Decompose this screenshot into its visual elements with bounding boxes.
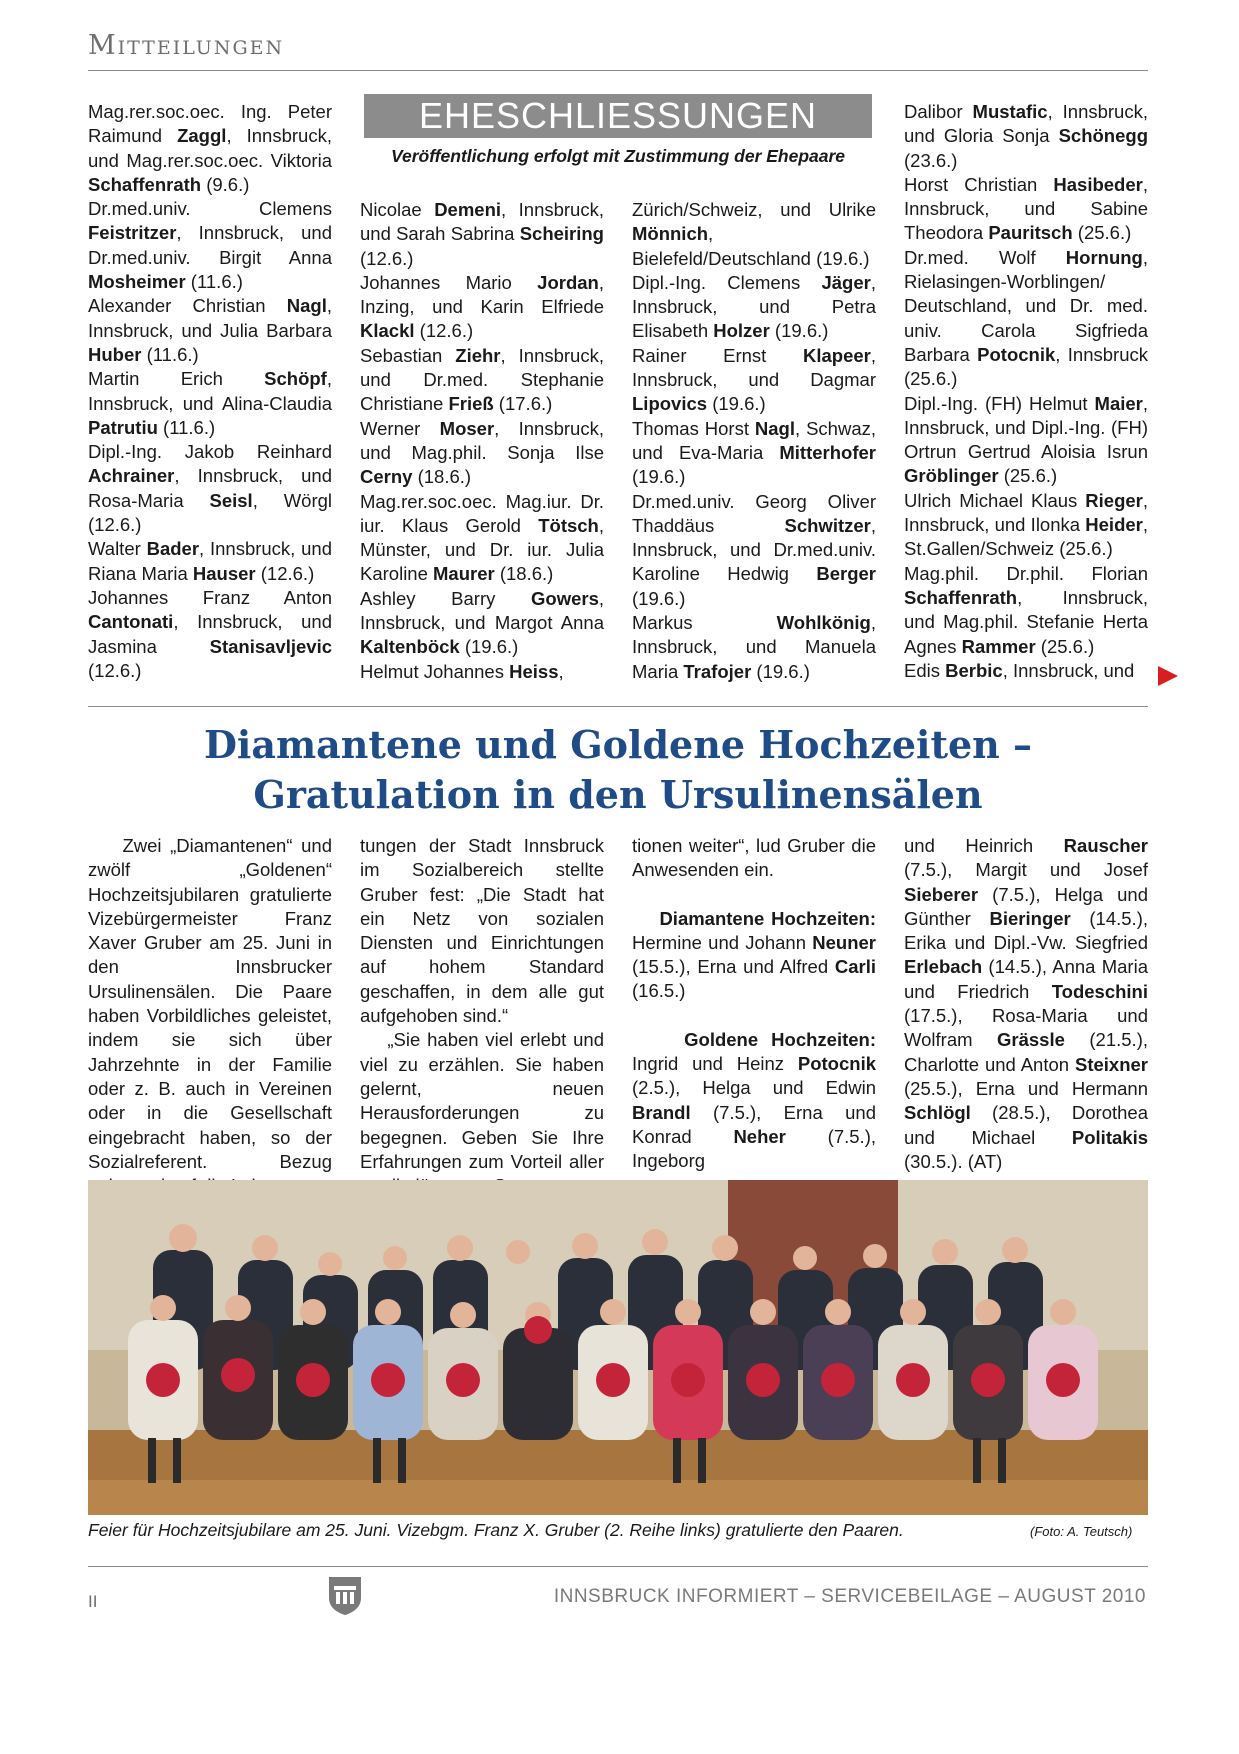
marriages-column-4: Dalibor Mustafic, Innsbruck, und Gloria Sonja Schönegg (23.6.) Horst Christian Hasibeder, Innsbruck, und Sabine Theodora Pauritsch (25.6.) Dr.med. Wolf Hornung, Rielasingen-Worblingen/ Deutschland, und Dr. med. univ. Carola Sigfrieda Barbara Potocnik, Innsbruck (25.6.) Dipl.-Ing. (FH) Helmut Maier, Innsbruck, und Dipl.-Ing. (FH) Ortrun Gertrud Aloisia Isrun Gröblinger (25.6.) Ulrich Michael Klaus Rieger, Innsbruck, und Ilonka Heider, St.Gallen/Schweiz (25.6.) Mag.phil. Dr.phil. Florian Schaffenrath, Innsbruck, und Mag.phil. Stefanie Herta Agnes Rammer (25.6.) Edis Berbic, Innsbruck, und: [904, 101, 1148, 681]
article-headline: [88, 720, 1148, 820]
header-rule: [88, 70, 1148, 71]
marriages-column-3: Zürich/Schweiz, und Ulrike Mönnich, Bielefeld/Deutschland (19.6.) Dipl.-Ing. Clemens Jäger, Innsbruck, und Petra Elisabeth Holzer (19.6.) Rainer Ernst Klapeer, Innsbruck, und Dagmar Lipovics (19.6.) Thomas Horst Nagl, Schwaz, und Eva-Maria Mitterhofer (19.6.) Dr.med.univ. Georg Oliver Thaddäus Schwitzer, Innsbruck, und Dr.med.univ. Karoline Hedwig Berger (19.6.) Markus Wohlkönig, Innsbruck, und Manuela Maria Trafojer (19.6.): [632, 199, 876, 682]
eheschliessungen-banner: EHESCHLIESSUNGEN: [364, 94, 872, 138]
page-number: II: [88, 1592, 98, 1611]
article-column-2: tungen der Stadt Innsbruck im Sozialbereich stellte Gruber fest: „Die Stadt hat ein Netz von sozialen Diensten und Einrichtungen auf hohem Standard geschaffen, in dem alle gut aufgehoben sind.“ „Sie haben viel erlebt und viel zu erzählen. Sie haben gelernt, neuen Herausforderungen zu begegnen. Geben Sie Ihre Erfahrungen zum Vorteil aller: [360, 835, 604, 1172]
headline-line-2: Gratulation in den Ursulinensälen: [253, 772, 983, 817]
group-photo-illustration: [88, 1180, 1148, 1515]
section-divider: [88, 706, 1148, 707]
article-column-3: tionen weiter“, lud Gruber die Anwesenden ein. Diamantene Hochzeiten: Hermine und Johann Neuner (15.5.), Erna und Alfred Carli (16.5.) Goldene Hochzeiten: Ingrid und Heinz Potocnik (2.5.), Helga und Edwin Brandl (7.5.), Erna und Konrad Neher (7.5.), Ingeborg: [632, 835, 877, 1172]
innsbruck-coat-of-arms-icon: [328, 1576, 362, 1616]
footer-rule: [88, 1566, 1148, 1567]
eheschliessungen-subtitle: Veröffentlichung erfolgt mit Zustimmung der Ehepaare: [390, 146, 846, 166]
article-column-4: und Heinrich Rauscher (7.5.), Margit und Josef Sieberer (7.5.), Helga und Günther Bieringer (14.5.), Erika und Dipl.-Vw. Siegfried Erlebach (14.5.), Anna Maria und Friedrich Todeschini (17.5.), Rosa-Maria und Wolfram Grässle (21.5.), Charlotte und Anton Steixner (25.5.), Erna und Hermann Schlögl (28.5.), Dorothea und Michael Politakis (30.5.). (AT): [904, 835, 1148, 1172]
article-column-1: Zwei „Diamantenen“ und zwölf „Goldenen“ Hochzeitsjubilaren gratulierte Vizebürgermeister Franz Xaver Gruber am 25. Juni in den Innsbrucker Ursulinensälen. Die Paare haben Vorbildliches geleistet, indem sie sich über Jahrzehnte in der Familie oder z. B. auch in Vereinen oder in die Gesellschaft eingebracht haben, so der Sozialreferent. Bezug: [88, 835, 332, 1172]
headline-line-1: Diamantene und Goldene Hochzeiten –: [203, 722, 1033, 767]
publication-footer: INNSBRUCK INFORMIERT – SERVICEBEILAGE – AUGUST 2010: [553, 1586, 1146, 1607]
section-title: Mitteilungen: [88, 30, 285, 61]
group-photo: [88, 1180, 1148, 1515]
marriages-column-1: Mag.rer.soc.oec. Ing. Peter Raimund Zaggl, Innsbruck, und Mag.rer.soc.oec. Viktoria Schaffenrath (9.6.) Dr.med.univ. Clemens Feistritzer, Innsbruck, und Dr.med.univ. Birgit Anna Mosheimer (11.6.) Alexander Christian Nagl, Innsbruck, und Julia Barbara Huber (11.6.) Martin Erich Schöpf, Innsbruck, und Alina-Claudia Patrutiu (11.6.) Dipl.-Ing. Jakob Reinhard Achrainer, Innsbruck, und Rosa-Maria Seisl, Wörgl (12.6.) Walter Bader, Innsbruck, und Riana Maria Hauser (12.6.) Johannes Franz Anton Cantonati, Innsbruck, und Jasmina Stanisavljevic (12.6.): [88, 101, 333, 681]
marriages-column-2: Nicolae Demeni, Innsbruck, und Sarah Sabrina Scheiring (12.6.) Johannes Mario Jordan, Inzing, und Karin Elfriede Klackl (12.6.) Sebastian Ziehr, Innsbruck, und Dr.med. Stephanie Christiane Frieß (17.6.) Werner Moser, Innsbruck, und Mag.phil. Sonja Ilse Cerny (18.6.) Mag.rer.soc.oec. Mag.iur. Dr. iur. Klaus Gerold Tötsch, Münster, und Dr. iur. Julia Karoline Maurer (18.6.) Ashley Barry Gowers, Innsbruck, und Margot Anna Kaltenböck (19.6.) Helmut Johannes Heiss,: [360, 199, 604, 682]
arrow-right-icon: [1158, 666, 1178, 686]
photo-credit: (Foto: A. Teutsch): [1030, 1524, 1133, 1539]
photo-caption: Feier für Hochzeitsjubilare am 25. Juni. Vizebgm. Franz X. Gruber (2. Reihe links) gratulierte den Paaren.: [88, 1520, 904, 1540]
